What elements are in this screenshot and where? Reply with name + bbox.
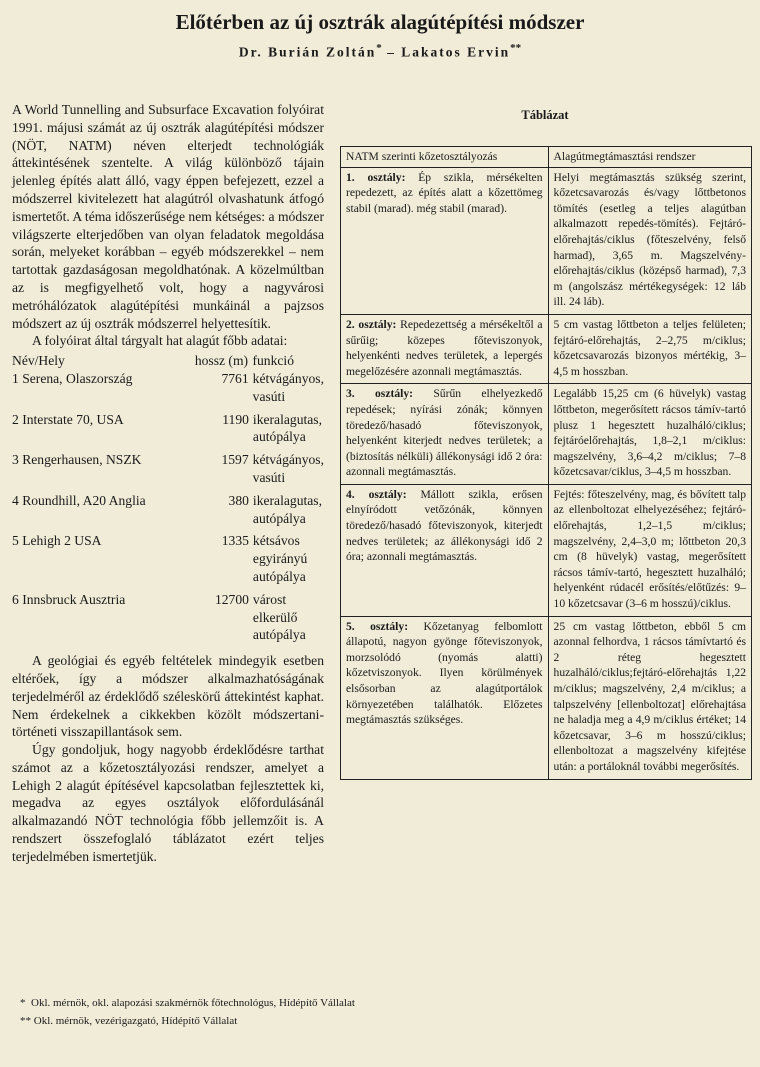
classification-table — [340, 146, 752, 780]
class-label: 3. osztály: — [346, 387, 414, 401]
intro-paragraph: A World Tunnelling and Subsurface Excavation folyóirat 1991. májusi számát az új osztrák alagútépítési módszer (NÖT, NATM) néven elterjedt technológiák áttekintésének szentelte. A világ különböző tájain jelenleg építés alatt álló, vagy éppen befejezett, ezzel a módszerrel kivitelezett hat alagútról olvashatunk átfogó ismertetőt. A téma időszerűsége nem kétséges: a módszer világszerte elterjedőben van olyan feladatok megoldása során, melyeket korábban – egyéb módszerekkel – nem tartottak gazdaságosan megoldhatónak. A közelmúltban az is megfigyelhető volt, hogy a nagyvárosi metróhálózatok alagútépítési munkáinál a pajzsos módszert az új osztrák módszerrel helyettesítik. — [12, 102, 324, 331]
table-row — [341, 616, 752, 779]
author-2: Lakatos Ervin — [401, 44, 511, 60]
tunnel-intro-paragraph: A folyóirat által tárgyalt hat alagút főbb adatai: — [32, 333, 288, 349]
class-description: Sűrűn elhelyezkedő repedések; nyírási zónák; könnyen töredező/hasadó főteviszonyok, helyenként kiterjedt nedves területek; a (biztosítás nélküli) állékonysági idő 2 óra: azonnali megtámasztás. — [346, 387, 543, 479]
tunnel-name: 3 Rengerhausen, NSZK — [12, 452, 142, 468]
header-function: funkció — [252, 353, 294, 369]
header-name: Név/Hely — [12, 353, 65, 369]
tunnel-row — [12, 411, 324, 447]
tunnel-name: 4 Roundhill, A20 Anglia — [12, 492, 146, 508]
classification-cell — [341, 167, 549, 314]
header-length: hossz (m) — [194, 353, 249, 369]
support-cell: Fejtés: főteszelvény, mag, és bővített talp az ellenboltozat elhelyezéséhez; fejtáró-előrehajtás, 1,2–1,5 m/ciklus; magszelvény, 2,4–3,0 m; lőttbeton 20,3 cm (8 hüvelyk) vastag, megerősített rácsos támív-tartó, hegesztett huzalháló; helyenként rúdacél erősítés/előtűzés: 9–10 kőzetcsavar (3–6 m hosszú)/ciklus. — [548, 484, 751, 616]
table-header-row — [341, 147, 752, 168]
footnote-mark-2: ** — [510, 42, 522, 54]
support-cell: Legalább 15,25 cm (6 hüvelyk) vastag lőttbeton, megerősített rácsos támív-tartó plusz 1 hegesztett huzalháló/ciklus; fejtáróelőrehajtás, 1,8–2,1 m/ciklus: magszelvény, 3,6–4,2 m/ciklus; 7–8 kőzetcsavar/ciklus, 3–4,5 m hosszban. — [548, 384, 751, 485]
tunnel-function-line: kétvágányos, — [252, 370, 324, 386]
tunnel-function-line: autópálya — [252, 510, 306, 526]
tunnel-function — [251, 591, 324, 644]
body-paragraph: Úgy gondoljuk, hogy nagyobb érdeklődésre tarthat számot az a kőzetosztályozási rendszer, amelyet a Lehigh 2 alagút építésével kapcsolatban fejlesztettek ki, megadva az egyes osztályok előfordulásánál alkalmazandó NÖT technológia főbb jellemzőit is. A rendszert összefoglaló táblázatot ezért teljes terjedelmében ismertetjük. — [12, 742, 324, 864]
table-row — [341, 384, 752, 485]
tunnel-length: 380 — [228, 492, 249, 508]
classification-cell — [341, 484, 549, 616]
footnote-2 — [20, 1015, 237, 1027]
class-description: Repedezettség a mérsékeltől a sűrűig; közepes főteviszonyok, helyenkénti nedves területek, a lepergés megelőzésére azonnali megtámasztás. — [346, 317, 543, 378]
table-row — [341, 167, 752, 314]
tunnel-function-line: ikeralagutas, — [252, 492, 322, 508]
classification-cell — [341, 616, 549, 779]
footnote-1 — [20, 997, 355, 1009]
class-description: Mállott szikla, erősen elnyíródott vetőzónák, könnyen töredező/hasadó főteviszonyok, kiterjedt nedves területek; az állékonysági idő 2 óra; azonnali megtámasztás. — [346, 487, 543, 564]
tunnel-function-line: autópálya — [252, 627, 306, 643]
tunnel-length: 7761 — [221, 370, 249, 386]
class-description: Kőzetanyag felbomlott állapotú, nagyon gyönge főteviszonyok, morzsolódó (nyomás alatti) kőzetviszonyok. Ilyen körülmények elsősorban az alagútportálok környezetében találhatók. Előzetes megtámasztás szükséges. — [346, 619, 543, 727]
tunnel-row — [12, 370, 324, 406]
tunnel-list-header — [12, 352, 324, 370]
author-1: Dr. Burián Zoltán — [238, 44, 377, 60]
tunnel-function-line: vasúti — [252, 469, 286, 485]
table-row — [341, 484, 752, 616]
tunnel-length: 1190 — [222, 411, 249, 427]
tunnel-name: 5 Lehigh 2 USA — [12, 533, 102, 549]
authors-line — [0, 42, 760, 61]
classification-cell — [341, 384, 549, 485]
column-header-classification: NATM szerinti kőzetosztályozás — [341, 147, 549, 168]
class-description: Ép szikla, mérsékelten repedezett, az építés alatt a kőzettömeg stabil (marad). még stabil (marad). — [346, 170, 543, 215]
tunnel-list — [12, 352, 324, 644]
page-title: Előtérben az új osztrák alagútépítési módszer — [175, 10, 585, 34]
class-label: 2. osztály: — [346, 317, 397, 331]
left-column — [12, 101, 324, 866]
tunnel-function-line: autópálya — [252, 429, 306, 445]
tunnel-function-line: kétvágányos, — [252, 452, 324, 468]
table-row — [341, 314, 752, 383]
tunnel-length: 1335 — [221, 533, 249, 549]
tunnel-function — [251, 492, 324, 528]
tunnel-function-line: autópálya — [252, 568, 306, 584]
tunnel-function — [251, 370, 324, 406]
tunnel-row — [12, 492, 324, 528]
footnote-mark-1: * — [376, 42, 382, 54]
support-cell: Helyi megtámasztás szükség szerint, kőzetcsavarozás és/vagy lőttbetonos tömítés (esetleg a teljes alagútban alkalmazott repedés-tömítés). Fejtáró-előrehajtás/ciklus (főteszelvény, felső harmad), 3,65 m. Magszelvény-előrehajtás/ciklus (középső harmad), 7,3 m (angolszász mértékegységek: 12 láb ill. 24 láb). — [548, 167, 751, 314]
tunnel-function — [251, 532, 324, 585]
tunnel-function-line: kétsávos egyirányú — [252, 533, 308, 567]
tunnel-name: 1 Serena, Olaszország — [12, 370, 133, 386]
tunnel-row — [12, 532, 324, 585]
tunnel-function-line: ikeralagutas, — [252, 411, 322, 427]
class-label: 5. osztály: — [346, 619, 409, 633]
tunnel-function-line: várost elkerülő — [252, 591, 298, 625]
class-label: 4. osztály: — [346, 487, 407, 501]
tunnel-length: 1597 — [221, 452, 249, 468]
tunnel-row — [12, 451, 324, 487]
class-label: 1. osztály: — [346, 170, 406, 184]
author-separator: – — [381, 44, 402, 60]
body-paragraph: A geológiai és egyéb feltételek mindegyik esetben eltérőek, így a módszer alkalmazhatóságának terjedelméről az érdeklődő széleskörű áttekintést kaphat. Nem érdekelnek a cikkekben közölt módszertani-történeti visszapillantások sem. — [12, 653, 324, 740]
table-title: Táblázat — [521, 108, 569, 122]
tunnel-function-line: vasúti — [252, 388, 286, 404]
tunnel-name: 2 Interstate 70, USA — [12, 411, 124, 427]
footnote-text: Okl. mérnök, vezérigazgató, Hídépítő Vállalat — [33, 1015, 238, 1027]
column-header-support: Alagútmegtámasztási rendszer — [548, 147, 751, 168]
tunnel-function — [251, 451, 324, 487]
footnote-mark: * — [20, 997, 26, 1009]
support-cell: 25 cm vastag lőttbeton, ebből 5 cm azonnal felhordva, 1 rácsos támívtartó és 2 réteg hegesztett huzalháló/ciklus;fejtáró-előrehajtás 1,22 m/ciklus; magszelvény, 2,4 m/ciklus; a talpszelvény [ellenboltozat] előrehajtása ne haladja meg a 4,9 m/ciklus értéket; 14 kőzetcsavar, 3–6 m hosszú/ciklus; ellenboltozat a magszelvény kifejtése után: a portáloknál további megerősítés. — [548, 616, 751, 779]
support-cell: 5 cm vastag lőttbeton a teljes felületen; fejtáró-előrehajtás, 2–2,75 m/ciklus; kőzetcsavarozás bizonyos mértékig, 3–4,5 m hosszban. — [548, 314, 751, 383]
footnote-mark: ** — [20, 1015, 31, 1027]
classification-cell — [341, 314, 549, 383]
tunnel-name: 6 Innsbruck Ausztria — [12, 591, 126, 607]
tunnel-length: 12700 — [214, 591, 249, 607]
tunnel-row — [12, 591, 324, 644]
tunnel-function — [251, 411, 324, 447]
footnote-text: Okl. mérnök, okl. alapozási szakmérnök főtechnológus, Hídépítő Vállalat — [31, 997, 355, 1009]
